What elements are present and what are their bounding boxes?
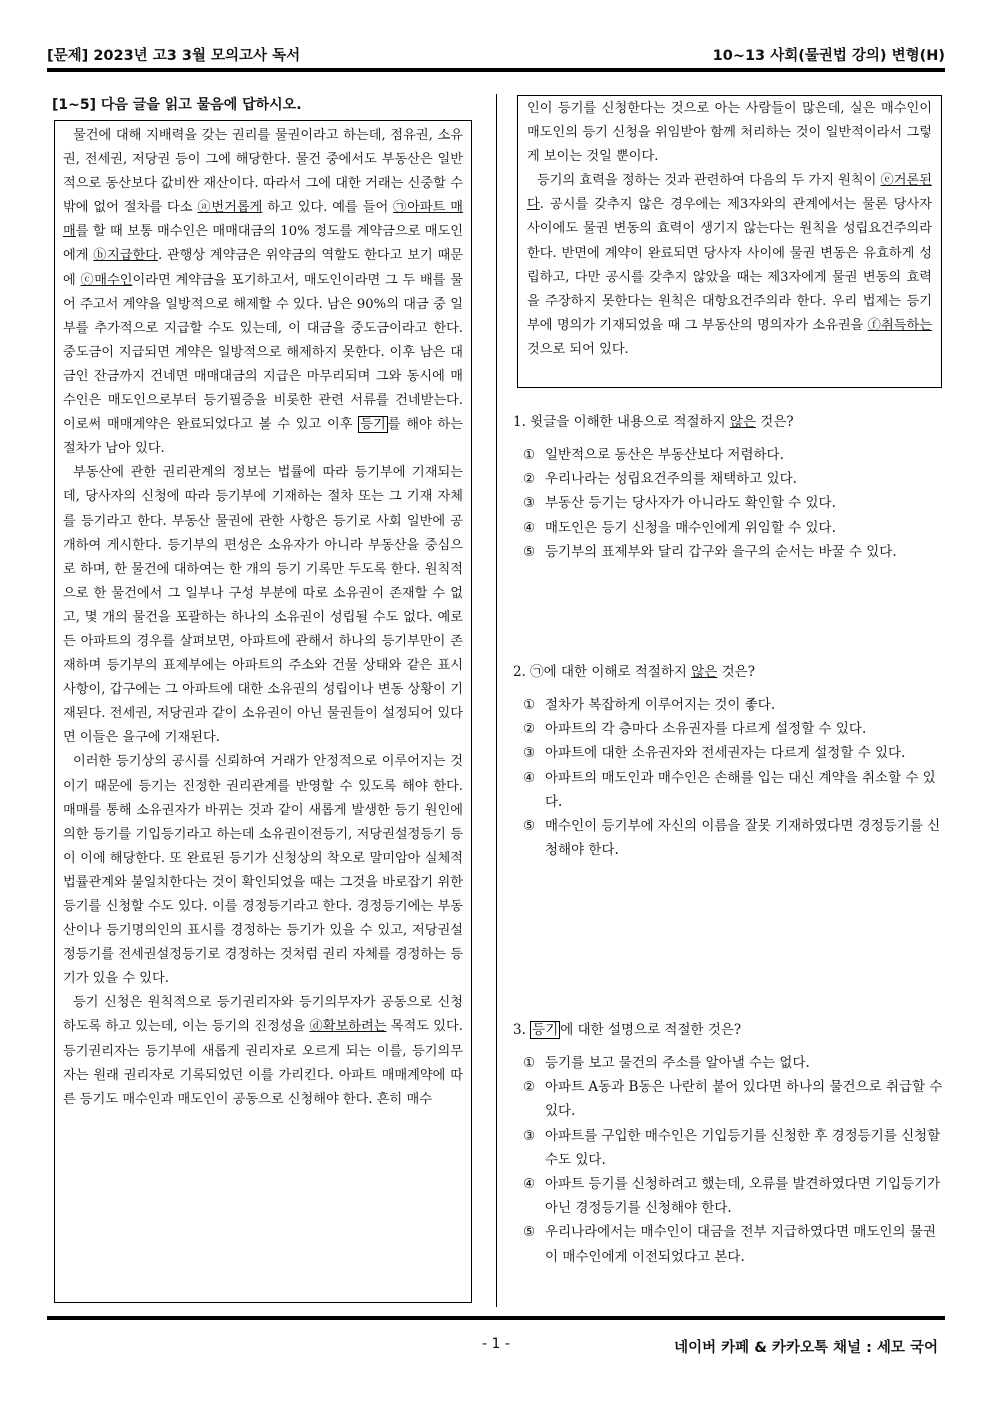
answer-option[interactable]: ④ 매도인은 등기 신청을 매수인에게 위임할 수 있다. [523,519,836,536]
mark-e: ⓔ거론된다 [527,173,932,213]
question-1 [513,411,943,564]
passage-paragraph: 등기의 효력을 정하는 것과 관련하여 다음의 두 가지 원칙이 ⓔ거론된다. 공시를 갖추지 않은 경우에는 제3자와의 관계에서는 물론 당사자 사이에도 물권 변동의 효력이 생기지 않는다는 원칙을 성립요건주의라 한다. 반면에 계약이 완료되면 당사자 사이에 물권 변동은 유효하게 성립하고, 다만 공시를 갖추지 않았을 때는 제3자에게 물권 변동의 효력을 주장하지 못한다는 원칙은 대항요건주의라 한다. 우리 법제는 등기부에 명의가 기재되었을 때 그 부동산의 명의자가 소유권을 ⓕ취득하는 것으로 되어 있다. [527,173,932,357]
passage-paragraph: 부동산에 관한 권리관계의 정보는 법률에 따라 등기부에 기재되는데, 당사자의 신청에 따라 등기부에 기재하는 절차 또는 그 기재 자체를 등기라고 한다. 부동산 물권에 관한 사항은 등기로 사회 일반에 공개하여 게시한다. 등기부의 편성은 소유자가 아니라 부동산을 중심으로 하며, 한 물건에 대하여는 한 개의 등기 기록만 두도록 한다. 원칙적으로 한 물건에서 그 일부나 구성 부분에 따로 소유권이 존재할 수 없고, 몇 개의 물건을 포괄하는 하나의 소유권이 성립될 수도 없다. 예로 든 아파트의 경우를 살펴보면, 아파트에 관해서 하나의 등기부만이 존재하며 등기부의 표제부에는 아파트의 주소와 건물 상태와 같은 표시 사항이, 갑구에는 그 아파트에 대한 소유권의 성립이나 변동 상황이 기재된다. 전세권, 저당권과 같이 소유권이 아닌 물권들이 설정되어 있다면 이들은 을구에 기재된다. [63,465,463,746]
exam-title: [문제] 2023년 고3 3월 모의고사 독서 [47,48,301,64]
answer-option[interactable]: ② 아파트 A동과 B동은 나란히 붙어 있다면 하나의 물건으로 취급할 수 있다. [523,1079,943,1120]
answer-option[interactable]: ⑤ 등기부의 표제부와 달리 갑구와 을구의 순서는 바꿀 수 있다. [523,543,897,560]
mark-c: ⓒ매수인 [80,272,133,288]
question-2 [513,661,943,862]
mark-f: ⓕ취득하는 [867,317,932,333]
answer-option[interactable]: ③ 아파트에 대한 소유권자와 전세권자는 다르게 설정할 수 있다. [523,745,906,762]
mark-1: ㉠아파트 매매 [63,200,463,240]
answer-option[interactable]: ② 아파트의 각 층마다 소유권자를 다르게 설정할 수 있다. [523,721,867,738]
passage-paragraph: 물건에 대해 지배력을 갖는 권리를 물권이라고 하는데, 점유권, 소유권, 전세권, 저당권 등이 그에 해당한다. 물건 중에서도 부동산은 일반적으로 동산보다 값비싼 재산이다. 따라서 그에 대한 거래는 신중할 수밖에 없어 절차를 다소 ⓐ번거롭게 하고 있다. 예를 들어 ㉠아파트 매매를 할 때 보통 매수인은 매매대금의 10% 정도를 계약금으로 매도인에게 ⓑ지급한다. 관행상 계약금은 위약금의 역할도 한다고 보기 때문에 ⓒ매수인이라면 계약금을 포기하고서, 매도인이라면 그 두 배를 물어 주고서 계약을 일방적으로 해제할 수 있다. 남은 90%의 대금 중 일부를 추가적으로 지급할 수도 있는데, 이 대금을 중도금이라고 한다. 중도금이 지급되면 계약은 일방적으로 해제하지 못한다. 이후 남은 대금인 잔금까지 건네면 매매대금의 지급은 마무리되며 그와 동시에 매수인은 매도인으로부터 등기필증을 비롯한 관련 서류를 건네받는다. 이로써 매매계약은 완료되었다고 볼 수 있고 이후 등기 를 해야 하는 절차가 남아 있다. [63,128,463,457]
footer-rule [47,1316,945,1320]
answer-option[interactable]: ① 일반적으로 동산은 부동산보다 저렴하다. [523,447,784,463]
instruction: [1~5] 다음 글을 읽고 물음에 답하시오. [52,97,302,113]
answer-option[interactable]: ② 우리나라는 성립요건주의를 채택하고 있다. [523,471,797,488]
question-stem: 2. ㉠에 대한 이해로 적절하지 않은 것은? [513,664,755,680]
answer-option[interactable]: ④ 아파트의 매도인과 매수인은 손해를 입는 대신 계약을 취소할 수 있다. [523,769,936,810]
question-stem: 1. 윗글을 이해한 내용으로 적절하지 않은 것은? [513,414,794,430]
answer-option[interactable]: ① 절차가 복잡하게 이루어지는 것이 좋다. [523,697,776,713]
header-rule [47,68,945,72]
passage-paragraph: 등기 신청은 원칙적으로 등기권리자와 등기의무자가 공동으로 신청하도록 하고 있는데, 이는 등기의 진정성을 ⓓ확보하려는 목적도 있다. 등기권리자는 등기부에 새롭게 권리자로 오르게 되는 이를, 등기의무자는 원래 권리자로 기록되었던 이를 가리킨다. 아파트 매매계약에 따른 등기도 매수인과 매도인이 공동으로 신청해야 한다. 흔히 매수 [63,995,463,1107]
answer-option[interactable]: ① 등기를 보고 물건의 주소를 알아낼 수는 없다. [523,1055,810,1071]
passage-box-right [517,95,942,388]
passage-box-left [54,120,472,1303]
mark-box: 등기 [360,417,386,433]
mark-a: ⓐ번거롭게 [197,200,263,216]
page-header [47,44,945,68]
passage-paragraph: 인이 등기를 신청한다는 것으로 아는 사람들이 많은데, 실은 매수인이 매도인의 등기 신청을 위임받아 함께 처리하는 것이 일반적이라서 그렇게 보이는 것일 뿐이다. [527,101,932,165]
footer-credit: 네이버 카페 & 카카오톡 채널 : 세모 국어 [674,1340,938,1356]
answer-option[interactable]: ③ 아파트를 구입한 매수인은 기입등기를 신청한 후 경정등기를 신청할 수도 있다. [523,1127,941,1168]
answer-option[interactable]: ⑤ 우리나라에서는 매수인이 대금을 전부 지급하였다면 매도인의 물권이 매수인에게 이전되었다고 본다. [523,1224,936,1265]
exam-subtitle: 10~13 사회(물권법 강의) 변형(H) [712,48,945,64]
answer-option[interactable]: ⑤ 매수인이 등기부에 자신의 이름을 잘못 기재하였다면 경정등기를 신청해야 한다. [523,818,941,859]
answer-option[interactable]: ④ 아파트 등기를 신청하려고 했는데, 오류를 발견하였다면 기입등기가 아닌 경정등기를 신청해야 한다. [523,1176,941,1217]
mark-b: ⓑ지급한다 [93,248,158,264]
question-3 [513,1019,943,1269]
mark-d: ⓓ확보하려는 [309,1019,387,1035]
passage-paragraph: 이러한 등기상의 공시를 신뢰하여 거래가 안정적으로 이루어지는 것이기 때문에 등기는 진정한 권리관계를 반영할 수 있도록 해야 한다. 매매를 통해 소유권자가 바뀌는 것과 같이 새롭게 발생한 등기 원인에 의한 등기를 기입등기라고 하는데 소유권이전등기, 저당권설정등기 등이 이에 해당한다. 또 완료된 등기가 신청상의 착오로 말미암아 실체적 법률관계와 불일치한다는 것이 확인되었을 때는 그것을 바로잡기 위한 등기를 신청할 수도 있다. 이를 경정등기라고 한다. 경정등기에는 부동산이나 등기명의인의 표시를 경정하는 등기가 있을 수 있고, 저당권설정등기를 전세권설정등기로 경정하는 것처럼 권리 자체를 경정하는 등기가 있을 수 있다. [63,754,463,987]
page-number: - 1 - [482,1336,510,1352]
question-stem: 3. 등기 에 대한 설명으로 적절한 것은? [513,1022,742,1038]
answer-option[interactable]: ③ 부동산 등기는 당사자가 아니라도 확인할 수 있다. [523,495,836,512]
column-divider [496,94,497,1307]
